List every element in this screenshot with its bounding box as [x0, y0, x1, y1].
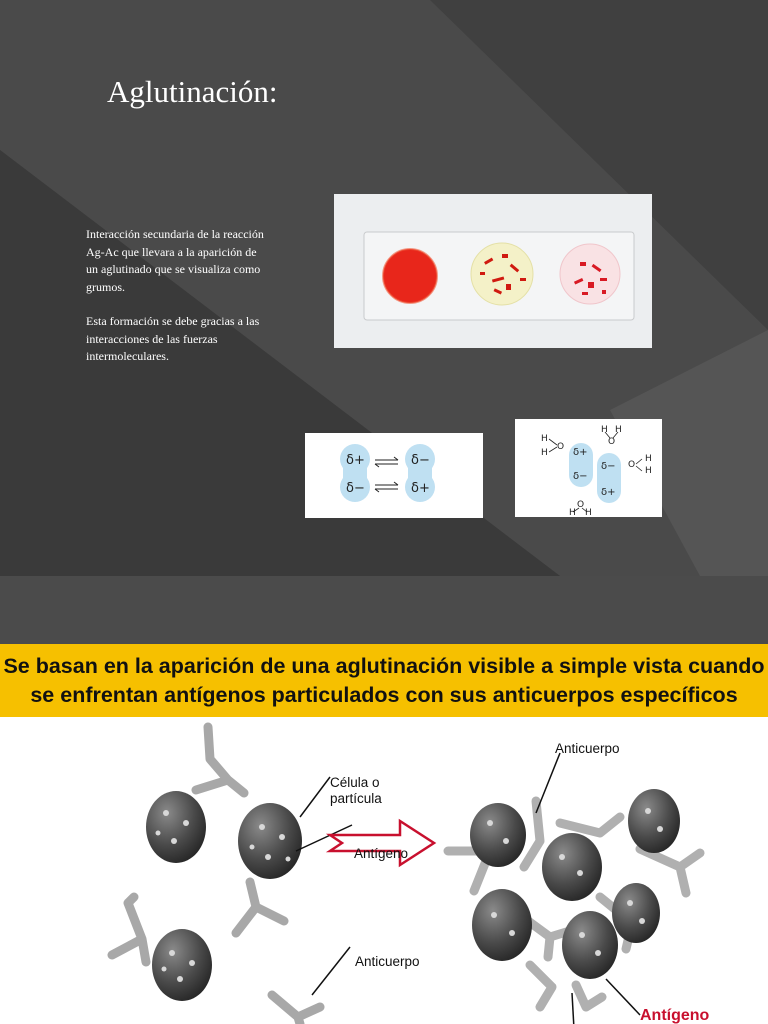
agglutination-banner — [0, 644, 768, 717]
paragraph-interaction: Interacción secundaria de la reacción Ag-Ac que llevara a la aparición de un aglutinado que se visualiza como grumos. — [86, 227, 264, 294]
svg-text:H: H — [569, 508, 576, 517]
svg-text:H: H — [601, 425, 608, 435]
antibody-icon — [272, 995, 320, 1024]
antibody-icon — [112, 897, 146, 962]
water-molecules — [541, 425, 652, 517]
agglutination-illustration — [0, 717, 768, 1024]
pink-agglutinated-drop — [560, 244, 620, 304]
svg-text:O: O — [577, 500, 585, 510]
svg-text:H: H — [541, 448, 548, 458]
svg-text:O: O — [557, 442, 565, 452]
antibody-icon — [196, 727, 244, 793]
banner-line-2: se enfrentan antígenos particulados con sus anticuerpos específicos — [30, 683, 738, 707]
svg-text:H: H — [645, 466, 652, 476]
svg-text:H: H — [585, 508, 592, 517]
charge-label: δ+ — [601, 487, 616, 498]
equilibrium-arrow-icon — [375, 457, 398, 492]
dipole-interaction-diagram — [305, 433, 483, 518]
cell-icon — [146, 791, 206, 863]
antibody-icon — [236, 882, 284, 933]
slide-2 — [0, 644, 768, 1024]
label-cell-line-2: partícula — [330, 791, 382, 806]
svg-text:O: O — [608, 437, 616, 447]
paragraph-formation: Esta formación se debe gracias a las interacciones de las fuerzas intermoleculares. — [86, 314, 260, 363]
charge-label: δ+ — [346, 453, 365, 468]
agglutination-slide-photo — [334, 194, 652, 348]
label-antibody-left: Anticuerpo — [355, 954, 420, 969]
banner-line-1: Se basan en la aparición de una aglutinación visible a simple vista cuando — [3, 654, 765, 678]
charge-label: δ− — [411, 453, 430, 468]
label-antigen-red: Antígeno — [640, 1007, 710, 1024]
charge-label: δ+ — [411, 481, 430, 496]
svg-text:H: H — [645, 454, 652, 464]
label-cell-line-1: Célula o — [330, 775, 380, 790]
cell-icon — [152, 929, 212, 1001]
charge-label: δ− — [573, 471, 588, 482]
svg-text:O: O — [628, 460, 636, 470]
dipole-diagram-graphic — [305, 433, 483, 518]
cell-icon — [238, 803, 302, 879]
svg-text:H: H — [541, 434, 548, 444]
glass-slide-image — [334, 194, 652, 348]
hydrated-dipole-diagram — [515, 419, 662, 517]
charge-label: δ+ — [573, 447, 588, 458]
label-antibody-right: Anticuerpo — [555, 741, 620, 756]
slide-separator — [0, 576, 768, 644]
charge-label: δ− — [346, 481, 365, 496]
label-cell — [330, 775, 382, 807]
slide-title: Aglutinación: — [107, 74, 278, 109]
cell-cluster — [470, 789, 680, 979]
label-antigen: Antígeno — [354, 846, 409, 861]
svg-text:H: H — [615, 425, 622, 435]
hydrated-diagram-graphic — [515, 419, 662, 517]
charge-label: δ− — [601, 461, 616, 472]
